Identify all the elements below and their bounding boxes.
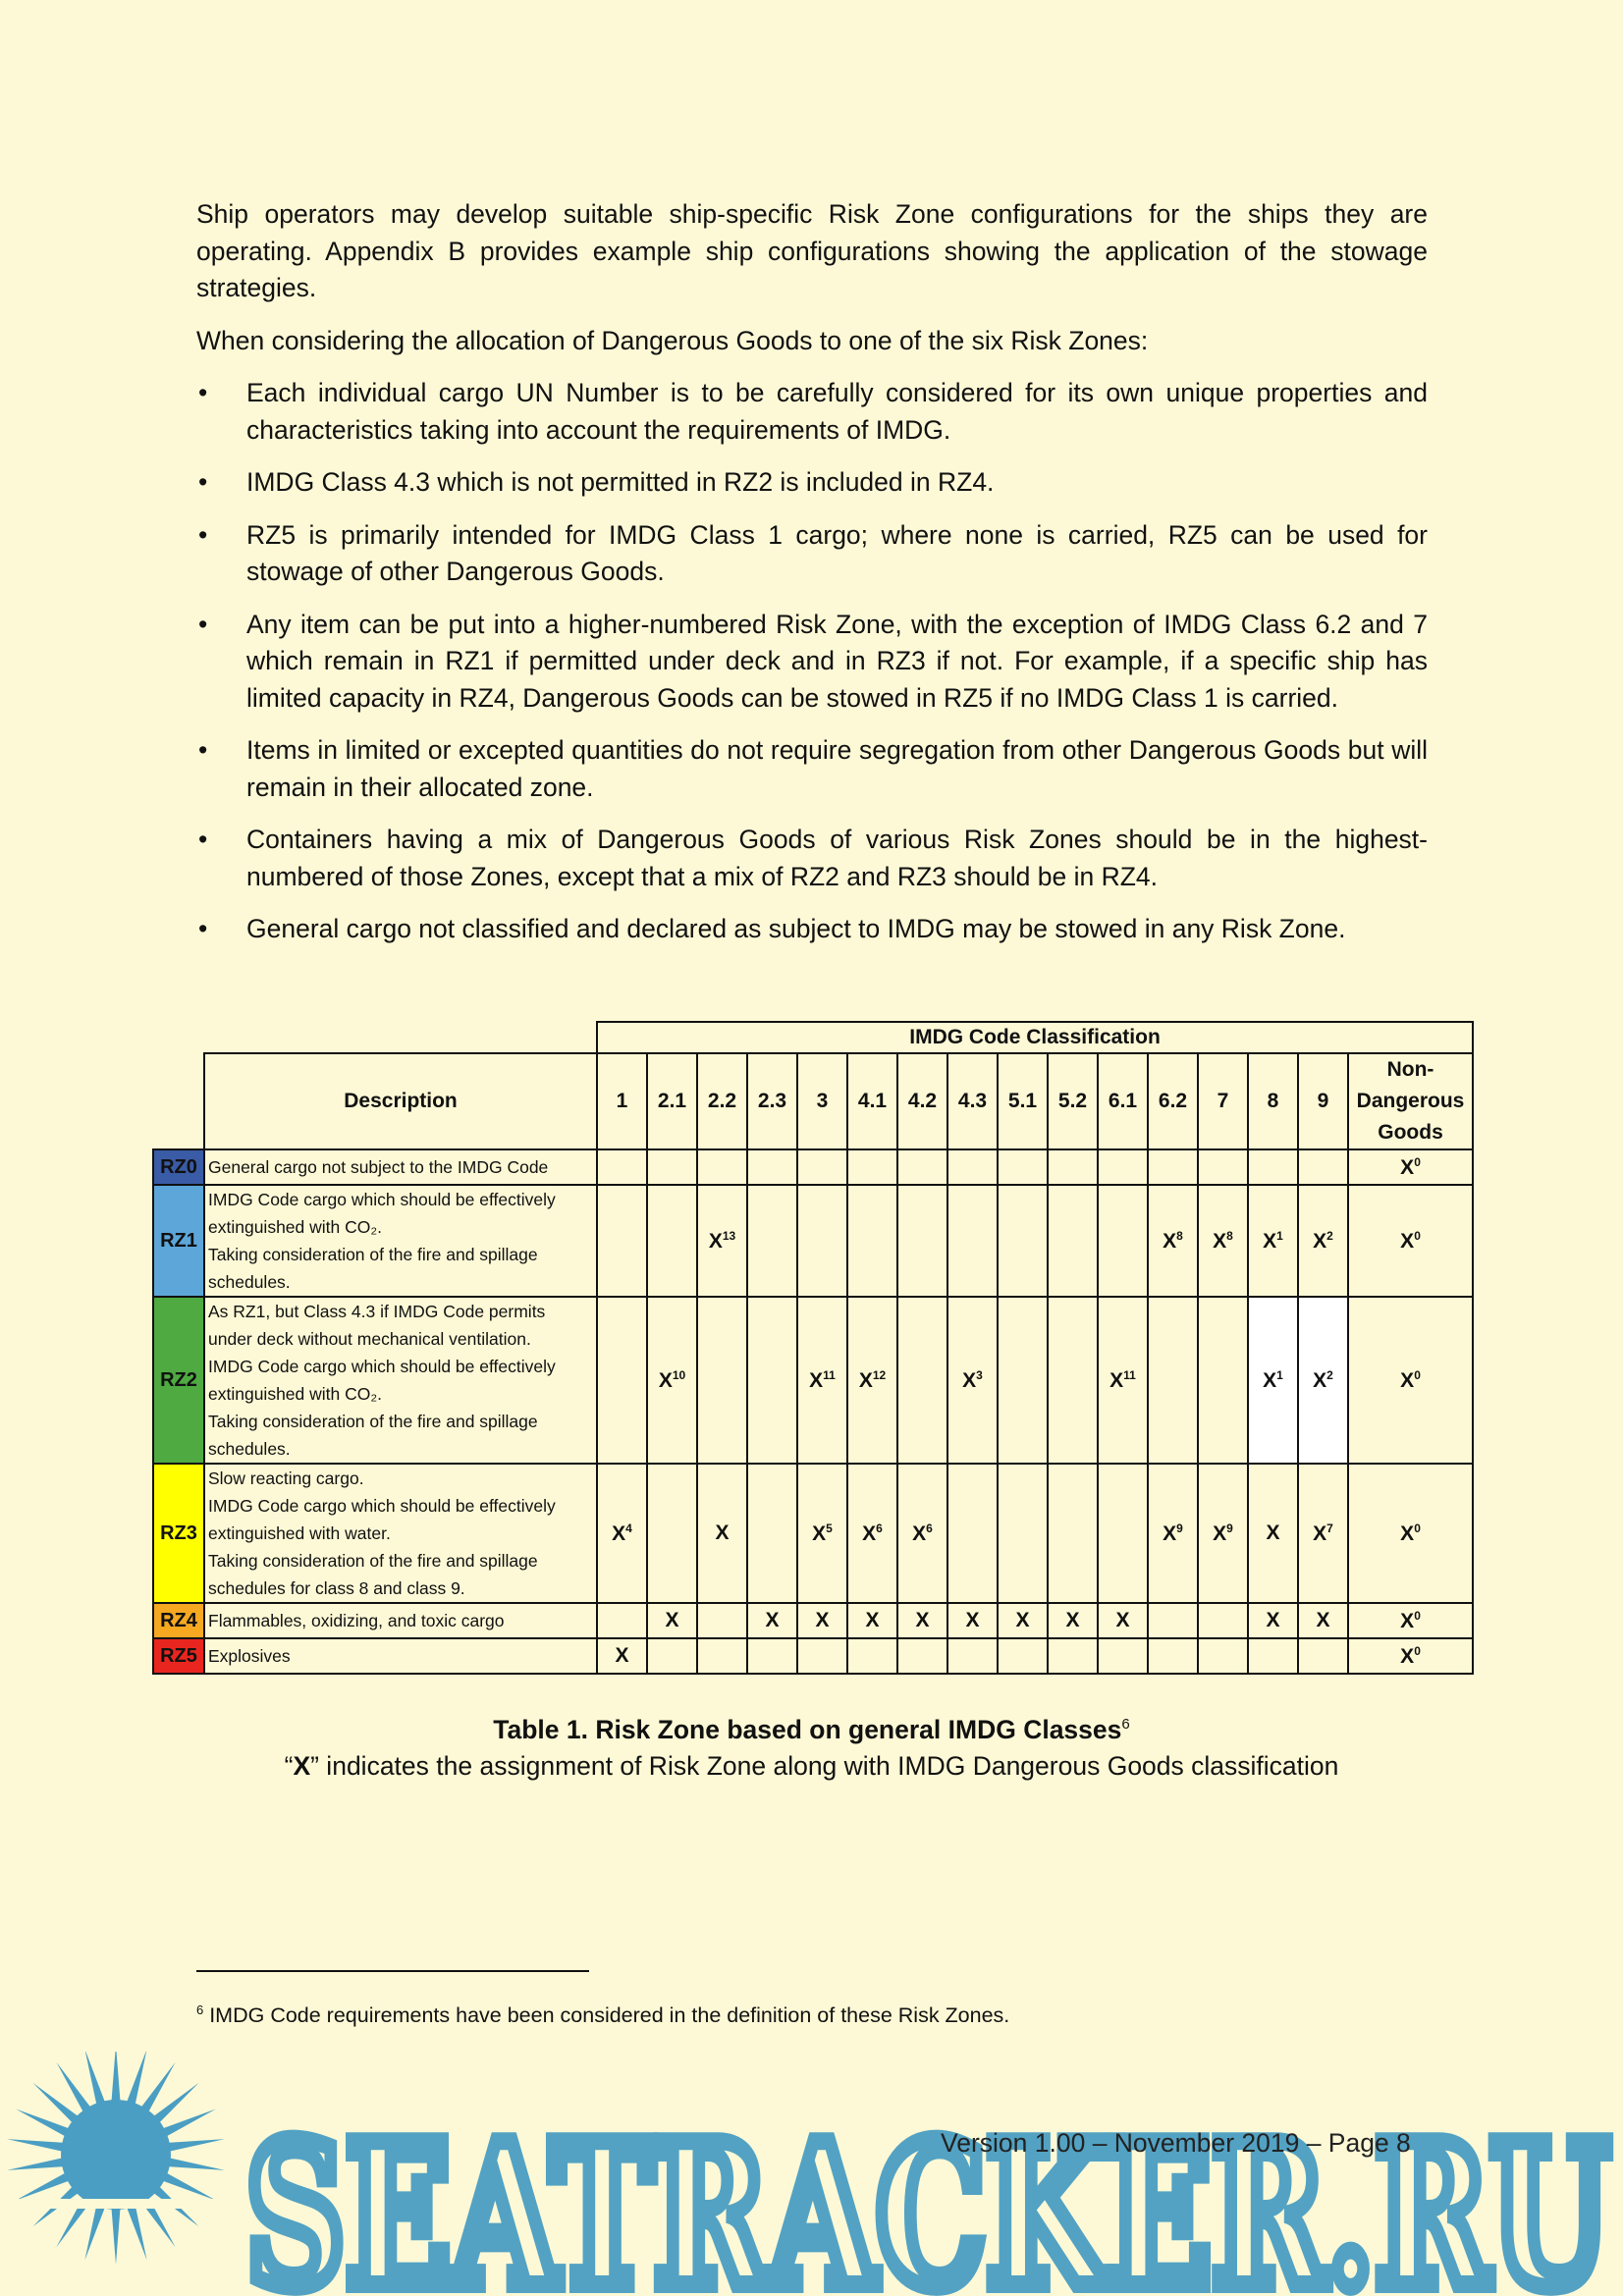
- class-cell: [747, 1638, 797, 1674]
- non-dangerous-cell: [1348, 1464, 1473, 1603]
- bullet-item: • RZ5 is primarily intended for IMDG Class 1 cargo; where none is carried, RZ5 can be used for stowage of other Dangerous Goods.: [196, 517, 1428, 591]
- risk-zone-label: RZ4: [153, 1603, 204, 1638]
- class-cell: [998, 1638, 1048, 1674]
- bullet-item: • Items in limited or excepted quantities do not require segregation from other Dangerous Goods but will remain in their allocated zone.: [196, 732, 1428, 806]
- risk-zone-row: [153, 1464, 1473, 1603]
- class-cell: [947, 1603, 998, 1638]
- assignment-mark: X: [862, 1522, 877, 1545]
- class-cell: [797, 1297, 847, 1464]
- assignment-mark: X: [1400, 1368, 1415, 1392]
- assignment-mark: X: [1109, 1368, 1124, 1392]
- sun-ray: [84, 2052, 106, 2108]
- class-column-header: 8: [1248, 1053, 1298, 1149]
- assignment-mark: X: [1163, 1229, 1177, 1253]
- assignment-mark: X: [1263, 1368, 1277, 1392]
- class-cell: [1298, 1464, 1348, 1603]
- class-cell: [797, 1149, 847, 1185]
- class-cell: [998, 1603, 1048, 1638]
- risk-zone-description: General cargo not subject to the IMDG Code: [204, 1149, 597, 1185]
- assignment-footnote-ref: 1: [1276, 1367, 1283, 1382]
- bullet-item: • Containers having a mix of Dangerous Goods of various Risk Zones should be in the highest-numbered of those Zones, except that a mix of RZ2 and RZ3 should be in RZ4.: [196, 822, 1428, 895]
- class-cell: [847, 1149, 897, 1185]
- sun-ray: [126, 2052, 147, 2108]
- class-cell: [897, 1603, 947, 1638]
- bullet-dot-icon: •: [198, 914, 208, 943]
- class-cell: [897, 1297, 947, 1464]
- class-cell: [747, 1185, 797, 1297]
- risk-zone-table: [152, 1021, 1474, 1675]
- sun-ray: [84, 2202, 106, 2260]
- class-column-header: 6.2: [1148, 1053, 1198, 1149]
- class-cell: [897, 1638, 947, 1674]
- risk-zone-table-container: [152, 1021, 1472, 1675]
- class-cell: [797, 1603, 847, 1638]
- assignment-mark: X: [1266, 1609, 1280, 1631]
- assignment-mark: X: [1400, 1522, 1415, 1545]
- class-column-header: 3: [797, 1053, 847, 1149]
- class-cell: [897, 1149, 947, 1185]
- class-cell: [697, 1638, 747, 1674]
- bullet-item: • General cargo not classified and declared as subject to IMDG may be stowed in any Risk Zone.: [196, 911, 1428, 948]
- class-cell: [1148, 1464, 1198, 1603]
- class-cell: [597, 1603, 647, 1638]
- class-cell: [597, 1297, 647, 1464]
- assignment-footnote-ref: 0: [1414, 1643, 1421, 1658]
- assignment-footnote-ref: 0: [1414, 1228, 1421, 1243]
- class-column-header: 5.1: [998, 1053, 1048, 1149]
- risk-zone-description: As RZ1, but Class 4.3 if IMDG Code permits under deck without mechanical ventilation. IMDG Code cargo which should be effectively extinguished with CO₂. Taking consideration of the fire and spillage schedules.: [204, 1297, 597, 1464]
- bullet-list: [196, 375, 1428, 948]
- non-dangerous-cell: [1348, 1638, 1473, 1674]
- bullet-item: • Each individual cargo UN Number is to be carefully considered for its own unique properties and characteristics taking into account the requirements of IMDG.: [196, 375, 1428, 449]
- assignment-footnote-ref: 8: [1226, 1228, 1233, 1243]
- class-cell: [947, 1185, 998, 1297]
- assignment-mark: X: [1313, 1229, 1327, 1253]
- class-column-header: 2.3: [747, 1053, 797, 1149]
- assignment-mark: X: [615, 1644, 629, 1667]
- non-dangerous-cell: [1348, 1149, 1473, 1185]
- class-cell: [747, 1603, 797, 1638]
- bullet-dot-icon: •: [198, 467, 208, 497]
- assignment-footnote-ref: 11: [823, 1367, 836, 1382]
- sun-ray: [111, 2206, 120, 2265]
- risk-zone-description: Explosives: [204, 1638, 597, 1674]
- class-cell: [647, 1149, 697, 1185]
- risk-zone-row: [153, 1638, 1473, 1674]
- assignment-mark: X: [815, 1609, 830, 1631]
- risk-zone-label: RZ0: [153, 1149, 204, 1185]
- class-cell: [1148, 1297, 1198, 1464]
- class-cell: [1248, 1297, 1298, 1464]
- assignment-footnote-ref: 9: [1226, 1521, 1233, 1535]
- watermark-text: SEATRACKER.RU: [245, 2101, 1610, 2296]
- class-cell: [947, 1297, 998, 1464]
- class-cell: [647, 1638, 697, 1674]
- class-cell: [897, 1185, 947, 1297]
- class-cell: [1148, 1149, 1198, 1185]
- footnote-ref: 6: [196, 2002, 204, 2017]
- class-column-header: 2.1: [647, 1053, 697, 1149]
- sun-ray: [111, 2052, 120, 2104]
- assignment-footnote-ref: 5: [826, 1521, 833, 1535]
- class-cell: [597, 1149, 647, 1185]
- sun-ray: [126, 2202, 147, 2260]
- assignment-footnote-ref: 10: [672, 1367, 686, 1382]
- class-cell: [647, 1185, 697, 1297]
- assignment-mark: X: [658, 1368, 673, 1392]
- class-cell: [797, 1638, 847, 1674]
- class-cell: [947, 1464, 998, 1603]
- class-column-header: 6.1: [1098, 1053, 1148, 1149]
- assignment-footnote-ref: 4: [625, 1521, 632, 1535]
- assignment-footnote-ref: 13: [722, 1228, 736, 1243]
- assignment-mark: X: [1313, 1522, 1327, 1545]
- class-cell: [1298, 1638, 1348, 1674]
- assignment-mark: X: [1263, 1229, 1277, 1253]
- assignment-footnote-ref: 2: [1326, 1367, 1333, 1382]
- assignment-footnote-ref: 6: [876, 1521, 883, 1535]
- bullet-item: • Any item can be put into a higher-numbered Risk Zone, with the exception of IMDG Class 6.2 and 7 which remain in RZ1 if permitted under deck and in RZ3 if not. For example, if a specific ship has limited capacity in RZ4, Dangerous Goods can be stowed in RZ5 if no IMDG Class 1 is carried.: [196, 607, 1428, 718]
- class-cell: [1248, 1185, 1298, 1297]
- non-dangerous-cell: [1348, 1297, 1473, 1464]
- assignment-mark: X: [1400, 1155, 1415, 1179]
- risk-zone-description: Slow reacting cargo. IMDG Code cargo which should be effectively extinguished with water. Taking consideration of the fire and spillage schedules for class 8 and class 9.: [204, 1464, 597, 1603]
- risk-zone-row: [153, 1297, 1473, 1464]
- body-text: [196, 196, 1428, 964]
- risk-zone-description: IMDG Code cargo which should be effectively extinguished with CO₂. Taking consideration of the fire and spillage schedules.: [204, 1185, 597, 1297]
- class-cell: [947, 1638, 998, 1674]
- class-column-header: 2.2: [697, 1053, 747, 1149]
- footnote: $^6$ IMDG Code requirements have been considered in the definition of these Risk Zones.: [196, 2002, 1010, 2028]
- class-column-header: 5.2: [1048, 1053, 1098, 1149]
- assignment-footnote-ref: 7: [1326, 1521, 1333, 1535]
- seatracker-watermark: [0, 2052, 1623, 2296]
- paragraph-allocation: When considering the allocation of Dangerous Goods to one of the six Risk Zones:: [196, 325, 1149, 355]
- class-cell: [597, 1464, 647, 1603]
- assignment-mark: X: [1065, 1609, 1080, 1631]
- bullet-item: • IMDG Class 4.3 which is not permitted in RZ2 is included in RZ4.: [196, 464, 1428, 502]
- class-cell: [1248, 1149, 1298, 1185]
- risk-zone-label: RZ2: [153, 1297, 204, 1464]
- assignment-mark: X: [1015, 1609, 1030, 1631]
- class-cell: [1098, 1297, 1148, 1464]
- bullet-dot-icon: •: [198, 825, 208, 854]
- assignment-footnote-ref: 6: [926, 1521, 933, 1535]
- risk-zone-row: [153, 1185, 1473, 1297]
- class-cell: [847, 1603, 897, 1638]
- class-cell: [1298, 1185, 1348, 1297]
- assignment-mark: X: [1400, 1644, 1415, 1668]
- class-cell: [647, 1464, 697, 1603]
- class-cell: [597, 1638, 647, 1674]
- class-cell: [847, 1638, 897, 1674]
- class-cell: [1048, 1185, 1098, 1297]
- class-cell: [697, 1464, 747, 1603]
- class-cell: [697, 1603, 747, 1638]
- risk-zone-label: RZ3: [153, 1464, 204, 1603]
- description-header: Description: [204, 1053, 597, 1149]
- bullet-dot-icon: •: [198, 378, 208, 407]
- sun-logo-icon: [0, 2052, 255, 2265]
- assignment-footnote-ref: 0: [1414, 1154, 1421, 1169]
- assignment-footnote-ref: 0: [1414, 1608, 1421, 1623]
- class-cell: [647, 1297, 697, 1464]
- assignment-mark: X: [765, 1609, 780, 1631]
- class-cell: [1248, 1464, 1298, 1603]
- assignment-footnote-ref: 1: [1276, 1228, 1283, 1243]
- class-cell: [697, 1185, 747, 1297]
- assignment-footnote-ref: 0: [1414, 1521, 1421, 1535]
- class-cell: [847, 1464, 897, 1603]
- class-cell: [797, 1464, 847, 1603]
- caption-title: Table 1. Risk Zone based on general IMDG Classes$^6$: [493, 1714, 1130, 1744]
- class-column-header: 9: [1298, 1053, 1348, 1149]
- class-column-header: 1: [597, 1053, 647, 1149]
- assignment-mark: X: [1213, 1522, 1227, 1545]
- class-cell: [897, 1464, 947, 1603]
- class-cell: [1148, 1638, 1198, 1674]
- bullet-dot-icon: •: [198, 735, 208, 765]
- footnote-divider: [196, 1970, 589, 1972]
- risk-zone-description: Flammables, oxidizing, and toxic cargo: [204, 1603, 597, 1638]
- class-cell: [1098, 1185, 1148, 1297]
- assignment-footnote-ref: 11: [1123, 1367, 1136, 1382]
- class-cell: [697, 1149, 747, 1185]
- class-cell: [597, 1185, 647, 1297]
- class-cell: [847, 1185, 897, 1297]
- sun-ray: [166, 2139, 225, 2152]
- assignment-mark: X: [1400, 1229, 1415, 1253]
- non-dangerous-cell: [1348, 1603, 1473, 1638]
- class-cell: [797, 1185, 847, 1297]
- class-cell: [1098, 1638, 1148, 1674]
- assignment-mark: X: [612, 1522, 626, 1545]
- assignment-mark: X: [809, 1368, 824, 1392]
- assignment-mark: X: [812, 1522, 827, 1545]
- paragraph-intro: Ship operators may develop suitable ship-specific Risk Zone configurations for the ships they are operating. Appendix B provides example ship configurations showing the application of the stowage strategies.: [196, 199, 1428, 302]
- table-caption: [0, 1706, 1623, 1785]
- class-column-header: 4.1: [847, 1053, 897, 1149]
- assignment-mark: X: [912, 1522, 927, 1545]
- assignment-mark: X: [708, 1229, 723, 1253]
- class-cell: [697, 1297, 747, 1464]
- class-cell: [1148, 1185, 1198, 1297]
- class-cell: [1298, 1297, 1348, 1464]
- class-cell: [847, 1297, 897, 1464]
- caption-subtitle: “X” indicates the assignment of Risk Zone along with IMDG Dangerous Goods classification: [284, 1750, 1339, 1781]
- assignment-mark: X: [1213, 1229, 1227, 1253]
- class-cell: [1248, 1638, 1298, 1674]
- class-cell: [647, 1603, 697, 1638]
- assignment-footnote-ref: 2: [1326, 1228, 1333, 1243]
- class-cell: [1198, 1297, 1248, 1464]
- assignment-mark: X: [965, 1609, 980, 1631]
- assignment-footnote-ref: 0: [1414, 1367, 1421, 1382]
- class-cell: [1098, 1464, 1148, 1603]
- class-cell: [1198, 1638, 1248, 1674]
- class-cell: [998, 1297, 1048, 1464]
- risk-zone-row: [153, 1149, 1473, 1185]
- class-cell: [1098, 1603, 1148, 1638]
- imdg-classification-header: IMDG Code Classification: [597, 1022, 1473, 1053]
- bullet-dot-icon: •: [198, 519, 208, 550]
- assignment-footnote-ref: 3: [976, 1367, 983, 1382]
- assignment-footnote-ref: 12: [872, 1367, 887, 1382]
- assignment-mark: X: [1115, 1609, 1130, 1631]
- class-cell: [1048, 1603, 1098, 1638]
- caption-footnote-ref: 6: [1121, 1716, 1130, 1733]
- class-cell: [998, 1149, 1048, 1185]
- class-cell: [1048, 1297, 1098, 1464]
- non-dangerous-cell: [1348, 1185, 1473, 1297]
- class-cell: [947, 1149, 998, 1185]
- bullet-dot-icon: •: [198, 609, 208, 639]
- assignment-footnote-ref: 8: [1176, 1228, 1183, 1243]
- assignment-mark: X: [865, 1609, 880, 1631]
- assignment-mark: X: [1266, 1522, 1280, 1544]
- assignment-mark: X: [1313, 1368, 1327, 1392]
- sun-ray: [7, 2139, 66, 2152]
- class-column-header: 7: [1198, 1053, 1248, 1149]
- assignment-mark: X: [715, 1522, 730, 1544]
- class-cell: [747, 1297, 797, 1464]
- class-cell: [1048, 1149, 1098, 1185]
- class-cell: [998, 1464, 1048, 1603]
- page-footer: Version 1.00 – November 2019 – Page 8: [941, 2128, 1411, 2158]
- assignment-footnote-ref: 9: [1176, 1521, 1183, 1535]
- class-cell: [1098, 1149, 1148, 1185]
- class-cell: [747, 1464, 797, 1603]
- class-cell: [1298, 1149, 1348, 1185]
- class-cell: [1298, 1603, 1348, 1638]
- class-cell: [747, 1149, 797, 1185]
- assignment-mark: X: [858, 1368, 873, 1392]
- class-cell: [1248, 1603, 1298, 1638]
- class-column-header: 4.3: [947, 1053, 998, 1149]
- class-cell: [1198, 1464, 1248, 1603]
- class-cell: [1148, 1603, 1198, 1638]
- assignment-mark: X: [1316, 1609, 1330, 1631]
- assignment-mark: X: [962, 1368, 977, 1392]
- non-dangerous-header: Non- Dangerous Goods: [1348, 1053, 1473, 1149]
- risk-zone-label: RZ1: [153, 1185, 204, 1297]
- assignment-mark: X: [915, 1609, 930, 1631]
- risk-zone-row: [153, 1603, 1473, 1638]
- class-cell: [998, 1185, 1048, 1297]
- class-cell: [1198, 1185, 1248, 1297]
- class-cell: [1048, 1464, 1098, 1603]
- assignment-mark: X: [1400, 1609, 1415, 1632]
- class-column-header: 4.2: [897, 1053, 947, 1149]
- assignment-mark: X: [1163, 1522, 1177, 1545]
- class-cell: [1048, 1638, 1098, 1674]
- class-cell: [1198, 1603, 1248, 1638]
- sun-ray: [166, 2158, 225, 2170]
- assignment-mark: X: [665, 1609, 679, 1631]
- risk-zone-label: RZ5: [153, 1638, 204, 1674]
- class-cell: [1198, 1149, 1248, 1185]
- sun-ray: [7, 2158, 66, 2170]
